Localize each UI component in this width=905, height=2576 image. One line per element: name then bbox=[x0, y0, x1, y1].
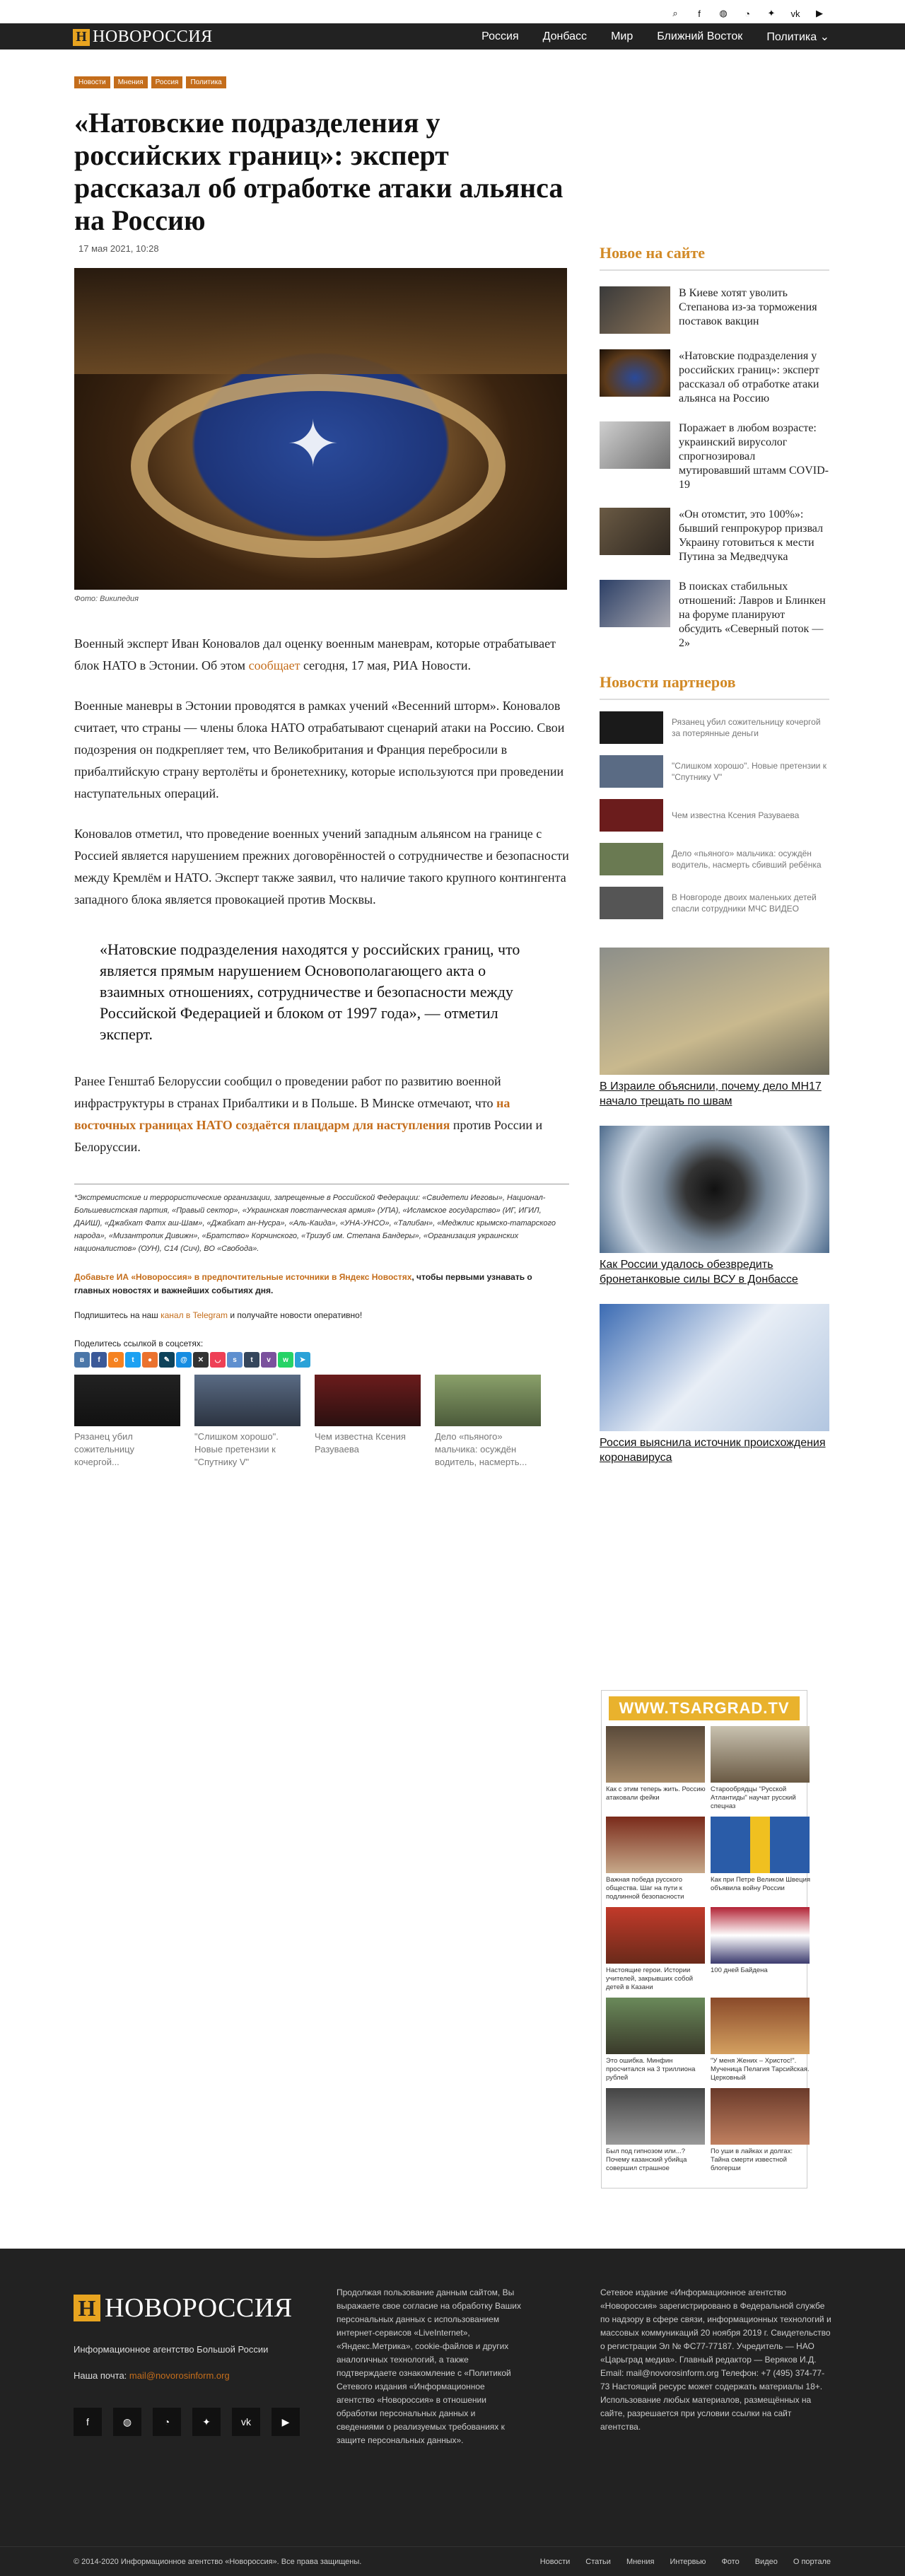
related-thumb bbox=[435, 1375, 541, 1426]
article bbox=[74, 76, 569, 1469]
header bbox=[0, 0, 905, 49]
mail-label: Наша почта: bbox=[74, 2370, 129, 2381]
share-telegram-icon[interactable]: ➤ bbox=[295, 1352, 310, 1368]
card-text: В Израиле объяснили, почему дело MH17 начало трещать по швам bbox=[600, 1080, 822, 1107]
tsargrad-thumb bbox=[711, 2088, 810, 2145]
sidebar-news-item[interactable] bbox=[600, 508, 829, 564]
logo-text: НОВОРОССИЯ bbox=[93, 28, 213, 46]
tsargrad-text: Был под гипнозом или...? Почему казанский убийца совершил страшное bbox=[606, 2147, 687, 2172]
partners-heading: Новости партнеров bbox=[600, 673, 829, 700]
partner-item[interactable] bbox=[600, 755, 829, 788]
copyright: © 2014-2020 Информационное агентство «Новороссия». Все права защищены. bbox=[74, 2558, 362, 2566]
tsargrad-thumb bbox=[711, 1907, 810, 1964]
tsargrad-thumb bbox=[606, 1726, 705, 1783]
youtube-icon[interactable]: ▶ bbox=[816, 8, 823, 18]
share-surfingbird-icon[interactable]: s bbox=[227, 1352, 243, 1368]
article-body bbox=[74, 633, 569, 911]
sidebar-card[interactable] bbox=[600, 1126, 829, 1287]
tsargrad-text: По уши в лайках и долгах: Тайна смерти известной блогерши bbox=[711, 2147, 793, 2172]
tag-russia[interactable]: Россия bbox=[151, 76, 183, 88]
related-text: Чем известна Ксения Разуваева bbox=[315, 1431, 406, 1455]
footer-youtube-icon[interactable]: ▶ bbox=[272, 2408, 300, 2436]
share-ok-icon[interactable]: ● bbox=[142, 1352, 158, 1368]
share-odnoklassniki-icon[interactable]: о bbox=[108, 1352, 124, 1368]
telegram-promo bbox=[74, 1310, 569, 1320]
footer-vk-icon[interactable]: vk bbox=[232, 2408, 260, 2436]
partner-item[interactable] bbox=[600, 887, 829, 919]
card-image bbox=[600, 1304, 829, 1431]
nav-world[interactable]: Мир bbox=[611, 30, 634, 42]
tg-text-b: и получайте новости оперативно! bbox=[227, 1310, 363, 1320]
related-text: "Слишком хорошо". Новые претензии к "Спутнику V" bbox=[194, 1431, 279, 1467]
odnoklassniki-icon[interactable]: ◍ bbox=[719, 8, 728, 18]
related-item[interactable] bbox=[435, 1375, 541, 1469]
footer-link-articles[interactable]: Статьи bbox=[585, 2558, 611, 2566]
article-quote: «Натовские подразделения находятся у российских границ, что является прямым нарушением Основополагающего акта о взаимных отношениях, сотрудничестве и безопасности между Российской Федерацией и блоком от 1997 года», — отметил эксперт. bbox=[100, 940, 520, 1043]
yandex-rest: , чтобы первыми узнавать о главных новостях и важнейших событиях дня. bbox=[74, 1272, 532, 1295]
footer-logo-text: НОВОРОССИЯ bbox=[105, 2293, 293, 2323]
tsargrad-thumb bbox=[606, 1998, 705, 2054]
partner-thumb bbox=[600, 843, 663, 875]
tsargrad-text: Как при Петре Великом Швеция объявила войну России bbox=[711, 1876, 811, 1892]
share-whatsapp-icon[interactable]: w bbox=[278, 1352, 293, 1368]
partner-text: В Новгороде двоих маленьких детей спасли сотрудники МЧС ВИДЕО bbox=[672, 892, 817, 914]
tg-text-a: Подпишитесь на наш bbox=[74, 1310, 161, 1320]
card-image bbox=[600, 948, 829, 1075]
related-item[interactable] bbox=[74, 1375, 180, 1469]
p4-text-a: Ранее Генштаб Белоруссии сообщил о проведении работ по развитию военной инфраструктуры в странах Прибалтики и в Польше. В Минске отмечают, что bbox=[74, 1074, 501, 1110]
logo-mark: Н bbox=[73, 29, 90, 46]
rss-icon[interactable]: ◔ bbox=[745, 8, 750, 19]
sidebar-news-item[interactable] bbox=[600, 349, 829, 406]
nav-donbass[interactable]: Донбасс bbox=[542, 30, 588, 42]
news-thumb bbox=[600, 286, 670, 334]
tsargrad-thumb bbox=[711, 1998, 810, 2054]
footer-facebook-icon[interactable]: f bbox=[74, 2408, 102, 2436]
footer-link-opinions[interactable]: Мнения bbox=[626, 2558, 655, 2566]
tsargrad-item[interactable] bbox=[711, 2088, 811, 2173]
p1-text-a: Военный эксперт Иван Коновалов дал оценку военным маневрам, которые отрабатывает блок НАТО в Эстонии. Об этом bbox=[74, 636, 556, 672]
partner-thumb bbox=[600, 711, 663, 744]
paragraph-2: Военные маневры в Эстонии проводятся в рамках учений «Весенний шторм». Коновалов считает, что страны — члены блока НАТО отрабатывают сценарий атаки на Россию. Свои подозрения он подкрепляет тем, что Великобритания и Франция перебросили в прибалтийскую страну вертолёты и бронетехнику, которые используются при проведении наступательных операций. bbox=[74, 699, 565, 800]
tsargrad-item[interactable] bbox=[711, 1726, 811, 1811]
nav-middle-east[interactable]: Ближний Восток bbox=[657, 30, 743, 42]
tsargrad-text: Как с этим теперь жить. Россию атаковали фейки bbox=[606, 1785, 706, 1802]
sidebar-news-item[interactable] bbox=[600, 421, 829, 492]
footer-link-news[interactable]: Новости bbox=[539, 2558, 571, 2566]
partner-text: Чем известна Ксения Разуваева bbox=[672, 810, 800, 820]
tsargrad-thumb bbox=[606, 1817, 705, 1873]
partner-text: "Слишком хорошо". Новые претензии к "Спутнику V" bbox=[672, 761, 827, 782]
main-nav bbox=[481, 23, 829, 49]
navbar bbox=[0, 23, 905, 49]
tsargrad-item[interactable] bbox=[606, 1817, 706, 1901]
paragraph-4 bbox=[74, 1071, 569, 1158]
tsargrad-thumb bbox=[711, 1726, 810, 1783]
tsargrad-item[interactable] bbox=[711, 1907, 811, 1992]
related-news bbox=[74, 1375, 569, 1469]
tsargrad-item[interactable] bbox=[606, 1998, 706, 2082]
tsargrad-item[interactable] bbox=[606, 1907, 706, 1992]
sidebar-card[interactable] bbox=[600, 948, 829, 1109]
footer-odnoklassniki-icon[interactable]: ◍ bbox=[113, 2408, 141, 2436]
news-text: «Он отомстит, это 100%»: бывший генпрокурор призвал Украину готовиться к мести Путина за Медведчука bbox=[679, 508, 824, 563]
news-thumb bbox=[600, 349, 670, 397]
tsargrad-item[interactable] bbox=[606, 1726, 706, 1811]
news-text: «Натовские подразделения у российских границ»: эксперт рассказал об отработке атаки альянса на Россию bbox=[679, 350, 819, 404]
nav-politics[interactable]: Политика ⌄ bbox=[766, 30, 829, 43]
tsargrad-thumb bbox=[606, 1907, 705, 1964]
share-pocket-icon[interactable]: ◡ bbox=[210, 1352, 226, 1368]
article-tags bbox=[74, 76, 569, 88]
twitter-icon[interactable]: ✦ bbox=[767, 8, 776, 18]
share-tumblr-icon[interactable]: t bbox=[244, 1352, 259, 1368]
share-facebook-icon[interactable]: f bbox=[91, 1352, 107, 1368]
card-text: Россия выяснила источник происхождения коронавируса bbox=[600, 1437, 826, 1464]
tsargrad-text: Это ошибка. Минфин просчитался на 3 триллиона рублей bbox=[606, 2057, 696, 2082]
banned-orgs-note: *Экстремистские и террористические организации, запрещенные в Российской Федерации: «Свидетели Иеговы», Национал-Большевистская партия, «Правый сектор», «Украинская повстанческая армия» (УПА), «Исламское государство» (ИГ, ИГИЛ, ДАИШ), «Джабхат Фатх аш-Шам», «Джабхат ан-Нусра», «Аль-Каида», «УНА-УНСО», «Талибан», «Меджлис крымско-татарского народа», «Мизантропик Дивижн», «Братство» Корчинского, «Тризуб им. Степана Бандеры», «Организация украинских националистов» (ОУН), С14 (Сич), ВО «Свобода». bbox=[74, 1184, 569, 1255]
vk-icon[interactable]: vk bbox=[790, 8, 800, 19]
tag-news[interactable]: Новости bbox=[74, 76, 110, 88]
p4-text-b: против России и Белоруссии. bbox=[74, 1118, 543, 1154]
tsargrad-text: "У меня Жених – Христос!". Мученица Пелагия Тарсийская. Церковный bbox=[711, 2057, 810, 2082]
card-image bbox=[600, 1126, 829, 1253]
share-label: Поделитесь ссылкой в соцсетях: bbox=[74, 1339, 204, 1348]
sidebar-card[interactable] bbox=[600, 1304, 829, 1465]
tsargrad-text: Важная победа русского общества. Шаг на пути к подлинной безопасности bbox=[606, 1876, 684, 1901]
footer-mail bbox=[74, 2370, 230, 2381]
sidebar-news-item[interactable] bbox=[600, 580, 829, 651]
article-title: «Натовские подразделения у российских границ»: эксперт рассказал об отработке атаки альянса на Россию bbox=[74, 107, 564, 236]
tsargrad-item[interactable] bbox=[606, 2088, 706, 2173]
sidebar bbox=[600, 244, 829, 1465]
search-icon[interactable]: ⌕ bbox=[672, 8, 678, 18]
footer-social bbox=[74, 2408, 300, 2436]
tag-opinions[interactable]: Мнения bbox=[114, 76, 148, 88]
footer-links bbox=[540, 2558, 831, 2566]
tsargrad-grid bbox=[602, 1720, 811, 2173]
mail-link[interactable]: mail@novorosinform.org bbox=[129, 2370, 230, 2381]
sidebar-news-item[interactable] bbox=[600, 286, 829, 334]
card-text: Как России удалось обезвредить бронетанковые силы ВСУ в Донбассе bbox=[600, 1259, 798, 1286]
tsargrad-item[interactable] bbox=[711, 1998, 811, 2082]
partner-item[interactable] bbox=[600, 799, 829, 832]
partner-text: Дело «пьяного» мальчика: осуждён водитель, насмерть сбивший ребёнка bbox=[672, 849, 822, 870]
footer-twitter-icon[interactable]: ✦ bbox=[192, 2408, 221, 2436]
tsargrad-widget bbox=[601, 1690, 811, 2189]
nato-bridgehead-link[interactable]: на восточных границах НАТО создаётся плацдарм для наступления bbox=[74, 1096, 510, 1132]
paragraph-1 bbox=[74, 633, 569, 677]
share-vk-icon[interactable]: в bbox=[74, 1352, 90, 1368]
partner-text: Рязанец убил сожительницу кочергой за потерянные деньги bbox=[672, 717, 821, 738]
footer-privacy: Продолжая пользование данным сайтом, Вы выражаете свое согласие на обработку Ваших персональных данных с использованием интернет-сервисов «LiveInternet», «Яндекс.Метрика», cookie-файлов и других аналогичных технологий, а также подтверждаете ознакомление с «Политикой Сетевого издания «Информационное агентство «Новороссия» в отношении обработки персональных данных и сведениями о реализуемых требованиях к защите персональных данных». bbox=[337, 2287, 521, 2445]
related-item[interactable] bbox=[315, 1375, 421, 1469]
new-on-site-heading: Новое на сайте bbox=[600, 244, 829, 271]
tsargrad-text: Настоящие герои. Истории учителей, закрывших собой детей в Казани bbox=[606, 1966, 694, 1991]
footer-bottom bbox=[0, 2546, 905, 2576]
footer-link-about[interactable]: О портале bbox=[793, 2558, 831, 2566]
top-icons bbox=[669, 7, 826, 20]
news-thumb bbox=[600, 580, 670, 627]
article-date: 17 мая 2021, 10:28 bbox=[78, 243, 159, 254]
related-text: Дело «пьяного» мальчика: осуждён водитель, насмерть... bbox=[435, 1431, 527, 1467]
related-text: Рязанец убил сожительницу кочергой... bbox=[74, 1431, 135, 1467]
related-thumb bbox=[315, 1375, 421, 1426]
p1-text-b: сегодня, 17 мая, РИА Новости. bbox=[300, 658, 471, 672]
footer-link-interviews[interactable]: Интервью bbox=[670, 2558, 706, 2566]
related-thumb bbox=[194, 1375, 300, 1426]
facebook-icon[interactable]: f bbox=[698, 8, 701, 19]
share-buttons bbox=[74, 1352, 569, 1368]
footer-rss-icon[interactable]: ◔ bbox=[153, 2408, 181, 2436]
tsargrad-item[interactable] bbox=[711, 1817, 811, 1901]
tsargrad-thumb bbox=[711, 1817, 810, 1873]
share-viber-icon[interactable]: v bbox=[261, 1352, 276, 1368]
partner-thumb bbox=[600, 799, 663, 832]
news-text: В поисках стабильных отношений: Лавров и Блинкен на форуме планируют обсудить «Северный поток — 2» bbox=[679, 581, 826, 649]
news-text: Поражает в любом возрасте: украинский вирусолог спрогнозировал мутировавший штамм COVID-19 bbox=[679, 422, 829, 491]
tsargrad-text: Старообрядцы "Русской Атлантиды" научат русский спецназ bbox=[711, 1785, 796, 1810]
paragraph-3: Коновалов отметил, что проведение военных учений западным альянсом на границе с Россией является нарушением прежних договорённостей о сотрудничестве и безопасности между Кремлём и НАТО. Эксперт также заявил, что наличие такого крупного контингента западного блока является провокацией против Москвы. bbox=[74, 827, 569, 907]
share-x-icon[interactable]: ✕ bbox=[193, 1352, 209, 1368]
share-livejournal-icon[interactable]: ✎ bbox=[159, 1352, 175, 1368]
footer-legal: Сетевое издание «Информационное агентство «Новороссия» зарегистрировано в Федеральной службе по надзору в сфере связи, информационных технологий и массовых коммуникаций 20 ноября 2019 г. Свидетельство о регистрации Эл № ФС77-77187. Учредитель — НАО «Царьград медиа». Главный редактор — Веряков И.Д. Email: mail@novorosinform.org Телефон: +7 (495) 374-77-73 Настоящий ресурс может содержать материалы 18+. Использование любых материалов, размещённых на сайте, разрешается при условии ссылки на сайт агентства. bbox=[600, 2287, 831, 2432]
yandex-promo bbox=[74, 1271, 569, 1298]
partner-thumb bbox=[600, 755, 663, 788]
news-text: В Киеве хотят уволить Степанова из-за торможения поставок вакцин bbox=[679, 287, 817, 327]
news-thumb bbox=[600, 421, 670, 469]
footer-logo[interactable] bbox=[74, 2292, 293, 2324]
footer-about: Информационное агентство Большой России bbox=[74, 2344, 269, 2355]
article-body-after bbox=[74, 1071, 569, 1158]
footer bbox=[0, 2249, 905, 2576]
photo-caption: Фото: Википедия bbox=[74, 595, 139, 603]
footer-link-video[interactable]: Видео bbox=[754, 2558, 778, 2566]
share-mail-icon[interactable]: @ bbox=[176, 1352, 192, 1368]
yandex-link[interactable]: Добавьте ИА «Новороссия» в предпочтительные источники в Яндекс Новостях bbox=[74, 1272, 412, 1282]
nato-star-icon: ✦ bbox=[286, 409, 340, 480]
photo-ceiling bbox=[74, 268, 567, 374]
partner-thumb bbox=[600, 887, 663, 919]
share-twitter-icon[interactable]: t bbox=[125, 1352, 141, 1368]
partner-item[interactable] bbox=[600, 711, 829, 744]
site-logo[interactable] bbox=[73, 28, 213, 47]
related-item[interactable] bbox=[194, 1375, 300, 1469]
telegram-link[interactable]: канал в Telegram bbox=[160, 1310, 228, 1320]
nav-russia[interactable]: Россия bbox=[481, 30, 519, 42]
related-thumb bbox=[74, 1375, 180, 1426]
article-photo bbox=[74, 268, 567, 590]
tag-politics[interactable]: Политика bbox=[186, 76, 226, 88]
source-link[interactable]: сообщает bbox=[248, 658, 300, 672]
tsargrad-title[interactable]: WWW.TSARGRAD.TV bbox=[609, 1696, 800, 1720]
tsargrad-thumb bbox=[606, 2088, 705, 2145]
footer-link-photo[interactable]: Фото bbox=[721, 2558, 740, 2566]
footer-logo-mark: Н bbox=[74, 2295, 100, 2321]
news-thumb bbox=[600, 508, 670, 555]
partner-item[interactable] bbox=[600, 843, 829, 875]
tsargrad-text: 100 дней Байдена bbox=[711, 1966, 768, 1974]
